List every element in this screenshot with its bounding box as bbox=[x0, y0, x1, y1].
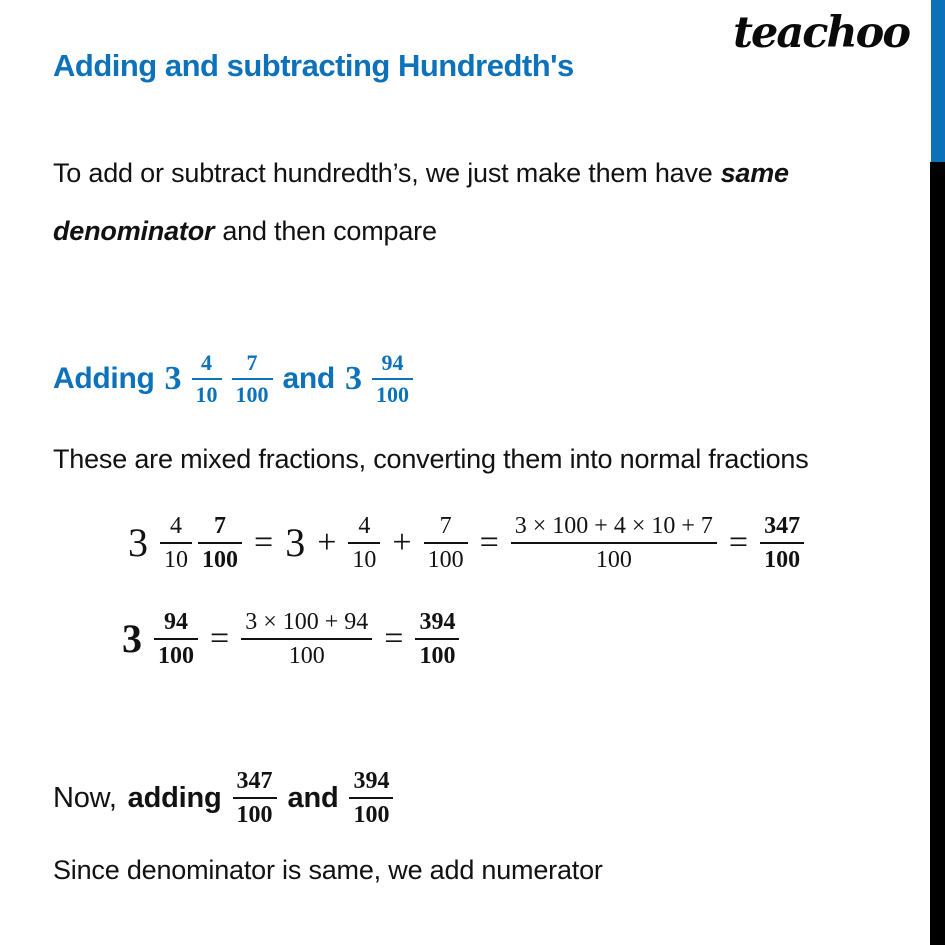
eq1-whole-number: 3 bbox=[285, 520, 306, 565]
fraction-denominator: 100 bbox=[511, 542, 717, 572]
mixed-fractions-note: These are mixed fractions, converting them into normal fractions bbox=[53, 444, 809, 474]
equation-2 bbox=[122, 600, 459, 678]
fraction-denominator: 100 bbox=[372, 378, 413, 406]
fraction-numerator: 394 bbox=[419, 609, 456, 635]
eq2-whole-number: 3 bbox=[122, 616, 142, 661]
fraction-numerator: 347 bbox=[236, 768, 273, 794]
equals-sign: = bbox=[210, 620, 230, 657]
equals-sign: = bbox=[728, 524, 749, 561]
now-word: Now, bbox=[53, 781, 117, 814]
fraction-347-100 bbox=[233, 769, 277, 827]
fraction-denominator: 10 bbox=[160, 542, 192, 572]
fraction-numerator: 4 bbox=[358, 513, 371, 539]
eq1-fraction-7-100 bbox=[198, 514, 242, 572]
adding-word: adding bbox=[127, 781, 222, 814]
fraction-numerator: 394 bbox=[353, 768, 390, 794]
intro-line2-emphasis: denominator bbox=[53, 216, 215, 246]
eq1-fraction-4-10 bbox=[348, 514, 380, 572]
fraction-denominator: 100 bbox=[232, 378, 273, 406]
fraction-numerator: 3 × 100 + 4 × 10 + 7 bbox=[514, 513, 713, 539]
fraction-denominator: 100 bbox=[760, 542, 804, 572]
fraction-numerator: 94 bbox=[164, 609, 188, 635]
fraction-denominator: 100 bbox=[154, 638, 198, 668]
equals-sign: = bbox=[384, 620, 404, 657]
intro-line-1 bbox=[53, 158, 789, 216]
eq2-result-fraction bbox=[415, 610, 459, 668]
eq2-expanded-fraction bbox=[241, 610, 372, 668]
right-edge-blue-bar bbox=[931, 0, 945, 162]
equation-1 bbox=[128, 504, 804, 582]
fraction-denominator: 100 bbox=[415, 638, 459, 668]
plus-sign: + bbox=[392, 524, 412, 561]
fraction-numerator: 7 bbox=[214, 513, 226, 539]
fraction-numerator: 4 bbox=[201, 350, 213, 375]
fraction-4-10 bbox=[192, 352, 222, 406]
closing-line: Since denominator is same, we add numerator bbox=[53, 855, 603, 885]
fraction-7-100 bbox=[232, 352, 273, 406]
equals-sign: = bbox=[254, 524, 274, 561]
eq1-fraction-7-100 bbox=[424, 514, 468, 572]
teachoo-logo: teachoo bbox=[733, 8, 909, 58]
and-word: and bbox=[287, 781, 339, 814]
eq1-result-fraction bbox=[760, 514, 804, 572]
fraction-94-100 bbox=[372, 352, 413, 406]
section-heading bbox=[53, 352, 413, 406]
eq1-expanded-fraction bbox=[511, 514, 717, 572]
fraction-numerator: 347 bbox=[764, 513, 801, 539]
section-heading-whole-2: 3 bbox=[344, 360, 362, 397]
right-edge-black-bar bbox=[930, 162, 945, 945]
section-heading-word-adding: Adding bbox=[53, 362, 155, 395]
eq1-fraction-4-10 bbox=[160, 514, 192, 572]
fraction-denominator: 100 bbox=[241, 638, 372, 668]
fraction-394-100 bbox=[349, 769, 393, 827]
fraction-denominator: 10 bbox=[192, 378, 222, 406]
fraction-numerator: 7 bbox=[439, 513, 452, 539]
equals-sign: = bbox=[479, 524, 499, 561]
fraction-denominator: 100 bbox=[198, 542, 242, 572]
now-adding-line bbox=[53, 762, 393, 834]
eq2-fraction-94-100 bbox=[154, 610, 198, 668]
section-heading-whole-1: 3 bbox=[164, 360, 182, 397]
fraction-numerator: 7 bbox=[246, 350, 258, 375]
fraction-denominator: 10 bbox=[348, 542, 380, 572]
intro-line1-emphasis: same bbox=[720, 158, 789, 188]
fraction-denominator: 100 bbox=[424, 542, 468, 572]
intro-line2-text: and then compare bbox=[222, 216, 437, 246]
fraction-numerator: 94 bbox=[381, 350, 404, 375]
fraction-numerator: 4 bbox=[170, 513, 182, 539]
eq1-whole-number: 3 bbox=[128, 520, 148, 565]
fraction-numerator: 3 × 100 + 94 bbox=[245, 609, 369, 635]
intro-paragraph bbox=[53, 158, 789, 274]
section-heading-word-and: and bbox=[282, 362, 335, 395]
page-title: Adding and subtracting Hundredth's bbox=[53, 48, 574, 83]
fraction-denominator: 100 bbox=[233, 797, 277, 827]
intro-line1-text: To add or subtract hundredth’s, we just make them have bbox=[53, 158, 713, 188]
plus-sign: + bbox=[317, 524, 337, 561]
fraction-denominator: 100 bbox=[349, 797, 393, 827]
intro-line-2 bbox=[53, 216, 789, 274]
